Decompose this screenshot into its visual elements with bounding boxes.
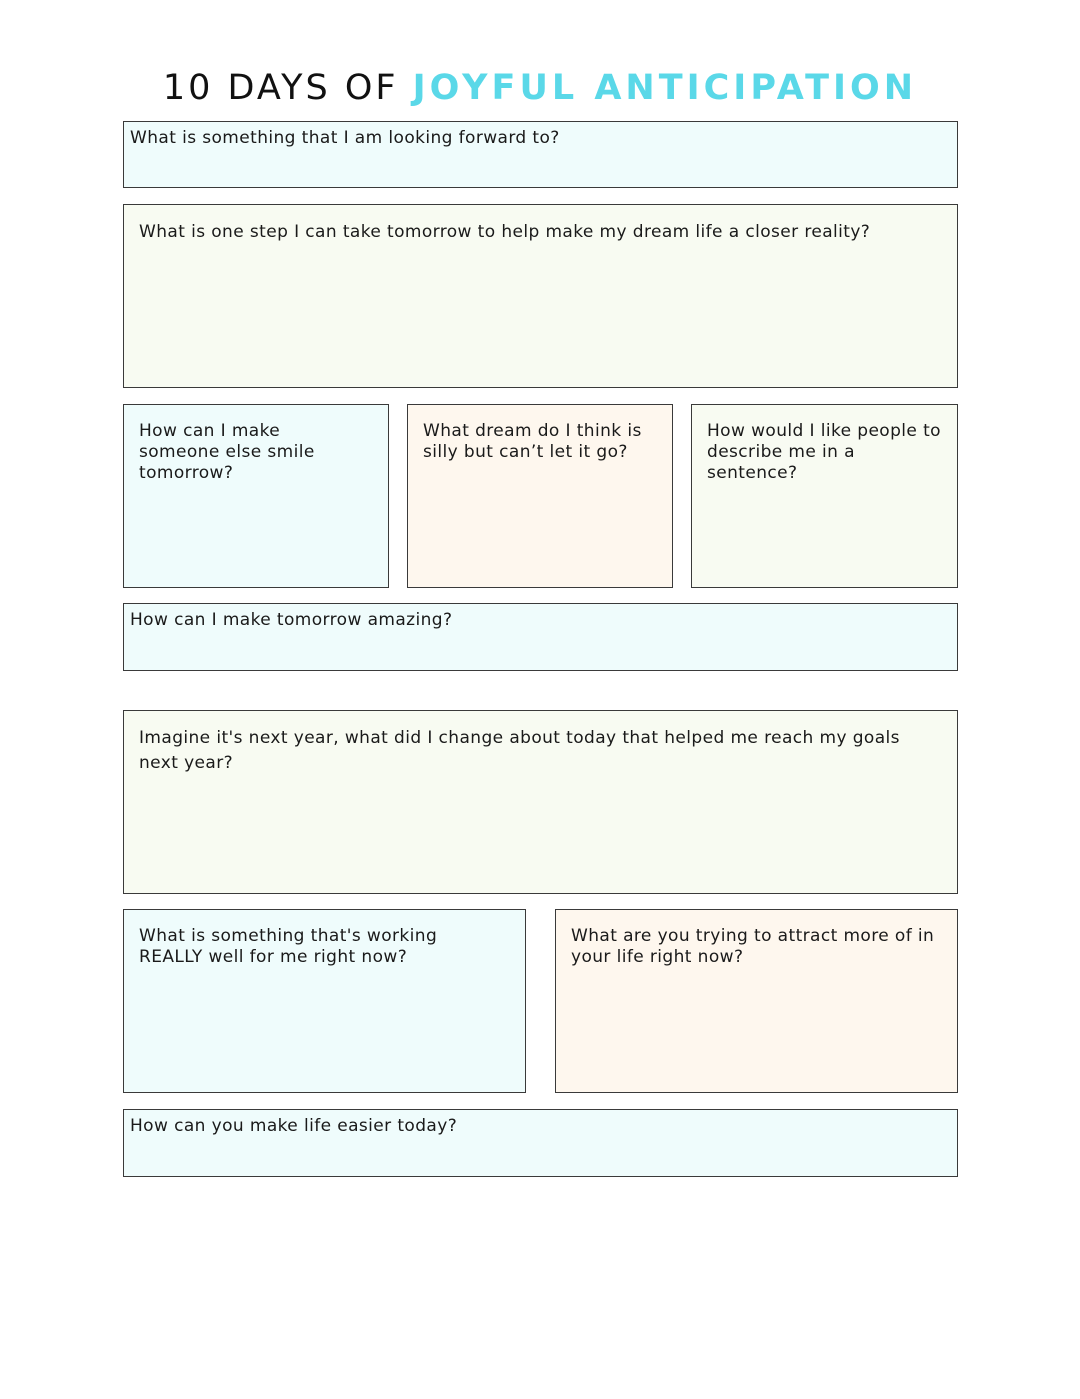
prompt-box-amazing[interactable] — [123, 603, 958, 671]
prompt-easier: How can you make life easier today? — [130, 1116, 458, 1136]
prompt-next-year: Imagine it's next year, what did I change about today that helped me reach my goals next year? — [139, 728, 900, 773]
prompt-attract: What are you trying to attract more of in your life right now? — [571, 926, 935, 967]
prompt-box-describe-me[interactable] — [691, 404, 958, 588]
prompt-smile: How can I make someone else smile tomorrow? — [139, 421, 315, 483]
prompt-box-working-well[interactable] — [123, 909, 526, 1093]
prompt-box-silly-dream[interactable] — [407, 404, 673, 588]
prompt-box-one-step[interactable] — [123, 204, 958, 388]
prompt-box-looking-forward[interactable] — [123, 121, 958, 188]
title-plain: 10 DAYS OF — [162, 68, 399, 108]
prompt-silly-dream: What dream do I think is silly but can’t let it go? — [423, 421, 642, 462]
prompt-box-easier[interactable] — [123, 1109, 958, 1177]
prompt-describe-me: How would I like people to describe me in a sentence? — [707, 421, 941, 483]
prompt-amazing: How can I make tomorrow amazing? — [130, 610, 453, 630]
prompt-one-step: What is one step I can take tomorrow to help make my dream life a closer reality? — [139, 222, 871, 242]
prompt-working-well: What is something that's working REALLY well for me right now? — [139, 926, 438, 967]
prompt-box-next-year[interactable] — [123, 710, 958, 894]
prompt-box-smile[interactable] — [123, 404, 389, 588]
prompt-looking-forward: What is something that I am looking forward to? — [130, 128, 560, 148]
title-accent: JOYFUL ANTICIPATION — [412, 68, 918, 108]
prompt-box-attract[interactable] — [555, 909, 958, 1093]
page-title — [0, 64, 1080, 112]
